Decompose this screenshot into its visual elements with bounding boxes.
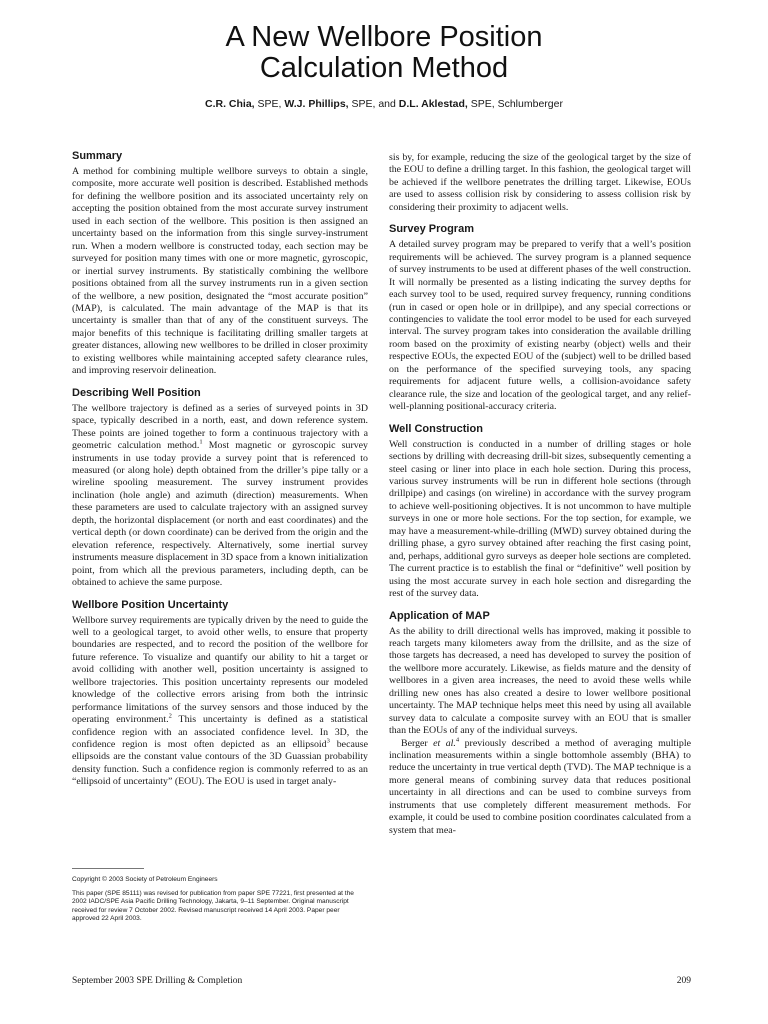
- describing-text-b: Most magnetic or gyroscopic survey instruments in use today provide a survey point that is referenced to measured (or along hole) depth obtained from the driller’s pipe tally or a wireline spooling measurement. The survey instrument provides inclination (hole angle) and azimuth (direction) measurements. When these parameters are used to calculate trajectory with an assigned survey depth, the horizontal displacement (or north and east coordinates) and the vertical depth (or down coordinate) can be derived from the origin and the elevation reference, respectively. Alternatively, some inertial survey instruments measure displacement in 3D space from a known initialization point, from which all the previous parameters, including depth, can be obtained to achieve the same purpose.: [72, 440, 368, 589]
- title-line-2: Calculation Method: [259, 52, 509, 84]
- survey-program-paragraph: A detailed survey program may be prepared to verify that a well’s position requirements will be achieved. The survey program is a planned sequence of survey instruments to be used at different phases of the well construction. It will normally be presented as a listing indicating the survey depths for each survey tool to be used, required survey frequency, running conditions (run in cased or open hole or in drillpipe), and any special corrections or contingencies to validate the tool error model to be used for each surveyed interval. The survey program takes into consideration the available drilling room based on the proximity of existing nearby (object) wells and their respective EOUs, the expected EOU of the (subject) well to be drilled based on the performance of the specified surveying tools, any spacing requirements for adjacent future wells, a collision-avoidance safety clearance rule, the size and location of the geological target, and any relief-well-planning positional-accuracy criteria.: [389, 239, 691, 413]
- describing-text-a: The wellbore trajectory is defined as a series of surveyed points in 3D space, typically described in a north, east, and down reference system. These points are joined together to form a continuous trajectory with a geometric calculation method.: [72, 402, 368, 452]
- author-3: D.L. Aklestad,: [398, 98, 468, 110]
- application-heading: Application of MAP: [389, 609, 490, 622]
- berger-etal: et al.: [433, 737, 456, 749]
- berger-paragraph: [389, 738, 691, 838]
- describing-heading: Describing Well Position: [72, 386, 201, 399]
- right-column: [389, 152, 691, 837]
- reference-4: 4: [455, 736, 460, 744]
- application-paragraph: As the ability to drill directional wells has improved, making it possible to reach targets many kilometers away from the drillsite, and as the size of those targets has decreased, a need has developed to survey the position of the wellbore more accurately. Likewise, as fields mature and the density of wellbores in a given area increases, the need to avoid these wells while drilling new ones has also created a desire to lower wellbore positional uncertainty. The MAP technique helps meet this need by using all available survey data to calculate a composite survey with an EOU that is smaller than the EOUs of any of the individual surveys.: [389, 625, 691, 737]
- survey-program-heading: Survey Program: [389, 223, 474, 236]
- footnote-block: [72, 876, 368, 929]
- author-2: W.J. Phillips,: [284, 98, 349, 110]
- summary-heading: Summary: [72, 150, 123, 162]
- uncertainty-text-c: because ellipsoids are the constant value contours of the 3D Guassian probability density function. Such a confidence region is commonly referred to as an “ellipsoid of uncertainty” (EOU). The EOU is used in target analy-: [72, 739, 368, 788]
- uncertainty-heading: Wellbore Position Uncertainty: [72, 598, 229, 611]
- uncertainty-text-b: This uncertainty is defined as a statistical confidence region with an associated confidence level. In 3D, the confidence region is most often depicted as an ellipsoid: [72, 714, 369, 751]
- journal-issue: September 2003 SPE Drilling & Completion: [72, 976, 243, 986]
- reference-1: 1: [199, 438, 203, 446]
- continued-paragraph: sis by, for example, reducing the size of the geological target by the size of the EOU to define a drilling target. In this fashion, the geological target will be achieved if the wellbore penetrates the drilling target. Likewise, EOUs are used to assess collision risk by considering to assess collision risk by considering their proximity to adjacent wells.: [389, 152, 691, 213]
- summary-paragraph: A method for combining multiple wellbore surveys to obtain a single, composite, more accurate well position is described. Established methods for defining the wellbore position and its associated uncertainty rely on accepting the position obtained from the most accurate survey instrument used in each section of the wellbore. This position is then assigned an uncertainty based on the information from this single survey-instrument run. When a modern wellbore is constructed today, each section may be surveyed for position many times with one or more magnetic, gyroscopic, or inertial survey instruments. By statistically combining the wellbore positions obtained from all the survey instruments run in a given section of the wellbore, a new position, designated the “most accurate position” (MAP), is calculated. The main advantage of the MAP is that its uncertainty is smaller than that of any of the constituent surveys. The major benefits of this technique is facilitating drilling smaller targets at greater distances, allowing new wellbores to be drilled in closer proximity to existing wellbores while maintaining accepted safety clearance rules, and improving reservoir delineation.: [72, 166, 368, 377]
- title-line-1: A New Wellbore Position: [225, 21, 543, 53]
- author-1-affiliation: SPE,: [254, 98, 282, 110]
- footnote-divider: [72, 868, 144, 869]
- left-column: [72, 150, 368, 789]
- reference-3: 3: [326, 737, 330, 745]
- berger-text: previously described a method of averaging multiple inclination measurements within a single bottomhole assembly (BHA) to reduce the uncertainty in true vertical depth (TVD). The MAP technique is a more general means of combining survey data that reduces positional uncertainty in all directions and can be used to combine surveys from instruments that use completely different measurement methods. For example, it could be used to combine position coordinates calculated from a system that mea-: [389, 737, 691, 836]
- describing-paragraph: [72, 403, 368, 590]
- well-construction-heading: Well Construction: [389, 422, 483, 435]
- author-2-affiliation: SPE, and: [348, 98, 399, 110]
- uncertainty-text-a: Wellbore survey requirements are typically driven by the need to guide the well to a geological target, to avoid other wells, to ensure that property boundaries are respected, and to record the position of the wellbore for future reference. To visualize and quantify our ability to hit a target or avoid colliding with another well, position uncertainty is assigned to wellbore trajectories. This position uncertainty represents our modeled knowledge of the collective errors arising from both the intrinsic performance limitations of the survey sensors and those induced by the operating environment.: [72, 614, 368, 726]
- author-line: [0, 98, 768, 110]
- author-1: C.R. Chia,: [205, 98, 255, 110]
- page-number: 209: [676, 976, 691, 986]
- berger-name: Berger: [401, 737, 434, 749]
- reference-2: 2: [168, 712, 172, 720]
- author-3-affiliation: SPE, Schlumberger: [467, 98, 563, 110]
- paper-title: [0, 22, 768, 84]
- well-construction-paragraph: Well construction is conducted in a number of drilling stages or hole sections by drilling with decreasing drill-bit sizes, subsequently cementing a steel casing or liner into place in each hole section. During this process, various survey instruments will be run in different hole sections (through drillpipe) and casings (on wireline) in accordance with the survey program to achieve well-positioning objectives. It is not uncommon to have multiple surveys in one or more hole sections. For the top section, for example, we may have a measurement-while-drilling (MWD) survey obtained during the drilling phase, a gyro survey obtained after reaching the first casing point, and, perhaps, additional gyro surveys as deeper hole sections are completed. The current practice is to establish the final or “definitive” well position by using the most accurate survey in each hole section and disregarding the rest of the survey data.: [389, 438, 691, 600]
- copyright-notice: Copyright © 2003 Society of Petroleum Engineers: [72, 876, 218, 883]
- uncertainty-paragraph: [72, 615, 368, 789]
- publication-note: This paper (SPE 85111) was revised for publication from paper SPE 77221, first presented at the 2002 IADC/SPE Asia Pacific Drilling Technology, Jakarta, 9–11 September. Original manuscript received for review 7 October 2002. Revised manuscript received 14 April 2003. Paper peer approved 22 April 2003.: [72, 889, 354, 923]
